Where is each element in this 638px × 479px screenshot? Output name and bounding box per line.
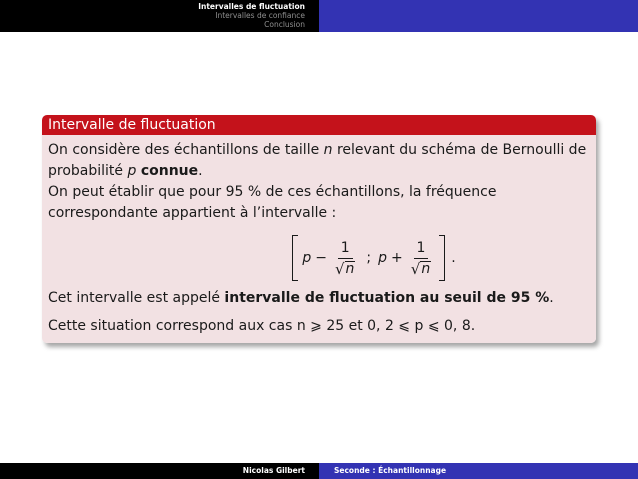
semicolon: ; xyxy=(366,249,372,266)
radicand-n: n xyxy=(345,260,355,277)
variable-p: p xyxy=(127,163,137,179)
block-title: Intervalle de fluctuation xyxy=(42,115,596,135)
footer-author: Nicolas Gilbert xyxy=(0,463,319,479)
emphasis-connue: connue xyxy=(140,163,199,179)
text-segment: Cet intervalle est appelé xyxy=(48,290,225,306)
section-navigation xyxy=(0,0,319,32)
fraction-left xyxy=(335,240,355,277)
text-segment: relevant du schéma de Bernoulli de probabilité xyxy=(48,142,587,179)
nav-item-intervalles-de-fluctuation[interactable]: Intervalles de fluctuation xyxy=(198,2,305,11)
radical-sign: √ xyxy=(410,259,421,278)
left-bracket xyxy=(292,235,298,281)
paragraph-statement: On peut établir que pour 95 % de ces échantillons, la fréquence correspondante appartient à l’intervalle : xyxy=(48,184,497,221)
emphasis-interval-name: intervalle de fluctuation au seuil de 95 % xyxy=(224,290,550,306)
text-segment: . xyxy=(198,163,203,179)
formula-p-right: p xyxy=(378,249,388,266)
nav-item-intervalles-de-confiance[interactable]: Intervalles de confiance xyxy=(215,11,305,20)
footer-title: Seconde : Échantillonnage xyxy=(319,463,638,479)
plus-sign: + xyxy=(391,249,403,266)
nav-item-conclusion[interactable]: Conclusion xyxy=(264,20,305,29)
footline-bar xyxy=(0,463,638,479)
section-nav-list xyxy=(198,2,305,29)
right-bracket xyxy=(439,235,445,281)
fraction-numerator: 1 xyxy=(414,240,429,259)
headline-right-panel xyxy=(319,0,638,32)
variable-n: n xyxy=(323,142,333,158)
headline-bar xyxy=(0,0,638,32)
block-body xyxy=(42,135,596,343)
formula-period: . xyxy=(451,249,456,266)
radicand-n: n xyxy=(421,260,431,277)
fraction-right xyxy=(411,240,431,277)
paragraph-naming xyxy=(48,288,588,309)
definition-block xyxy=(42,115,596,343)
paragraph-definition xyxy=(48,140,588,182)
text-segment: . xyxy=(549,290,554,306)
radical-sign: √ xyxy=(334,259,345,278)
paragraph-conditions: Cette situation correspond aux cas n ⩾ 25 et 0, 2 ⩽ p ⩽ 0, 8. xyxy=(48,318,476,334)
minus-sign: − xyxy=(315,249,327,266)
fraction-numerator: 1 xyxy=(338,240,353,259)
fraction-denominator-sqrt xyxy=(335,259,355,277)
text-segment: On considère des échantillons de taille xyxy=(48,142,324,158)
formula-p-left: p xyxy=(302,249,312,266)
fluctuation-interval-formula xyxy=(48,228,588,288)
fraction-denominator-sqrt xyxy=(411,259,431,277)
